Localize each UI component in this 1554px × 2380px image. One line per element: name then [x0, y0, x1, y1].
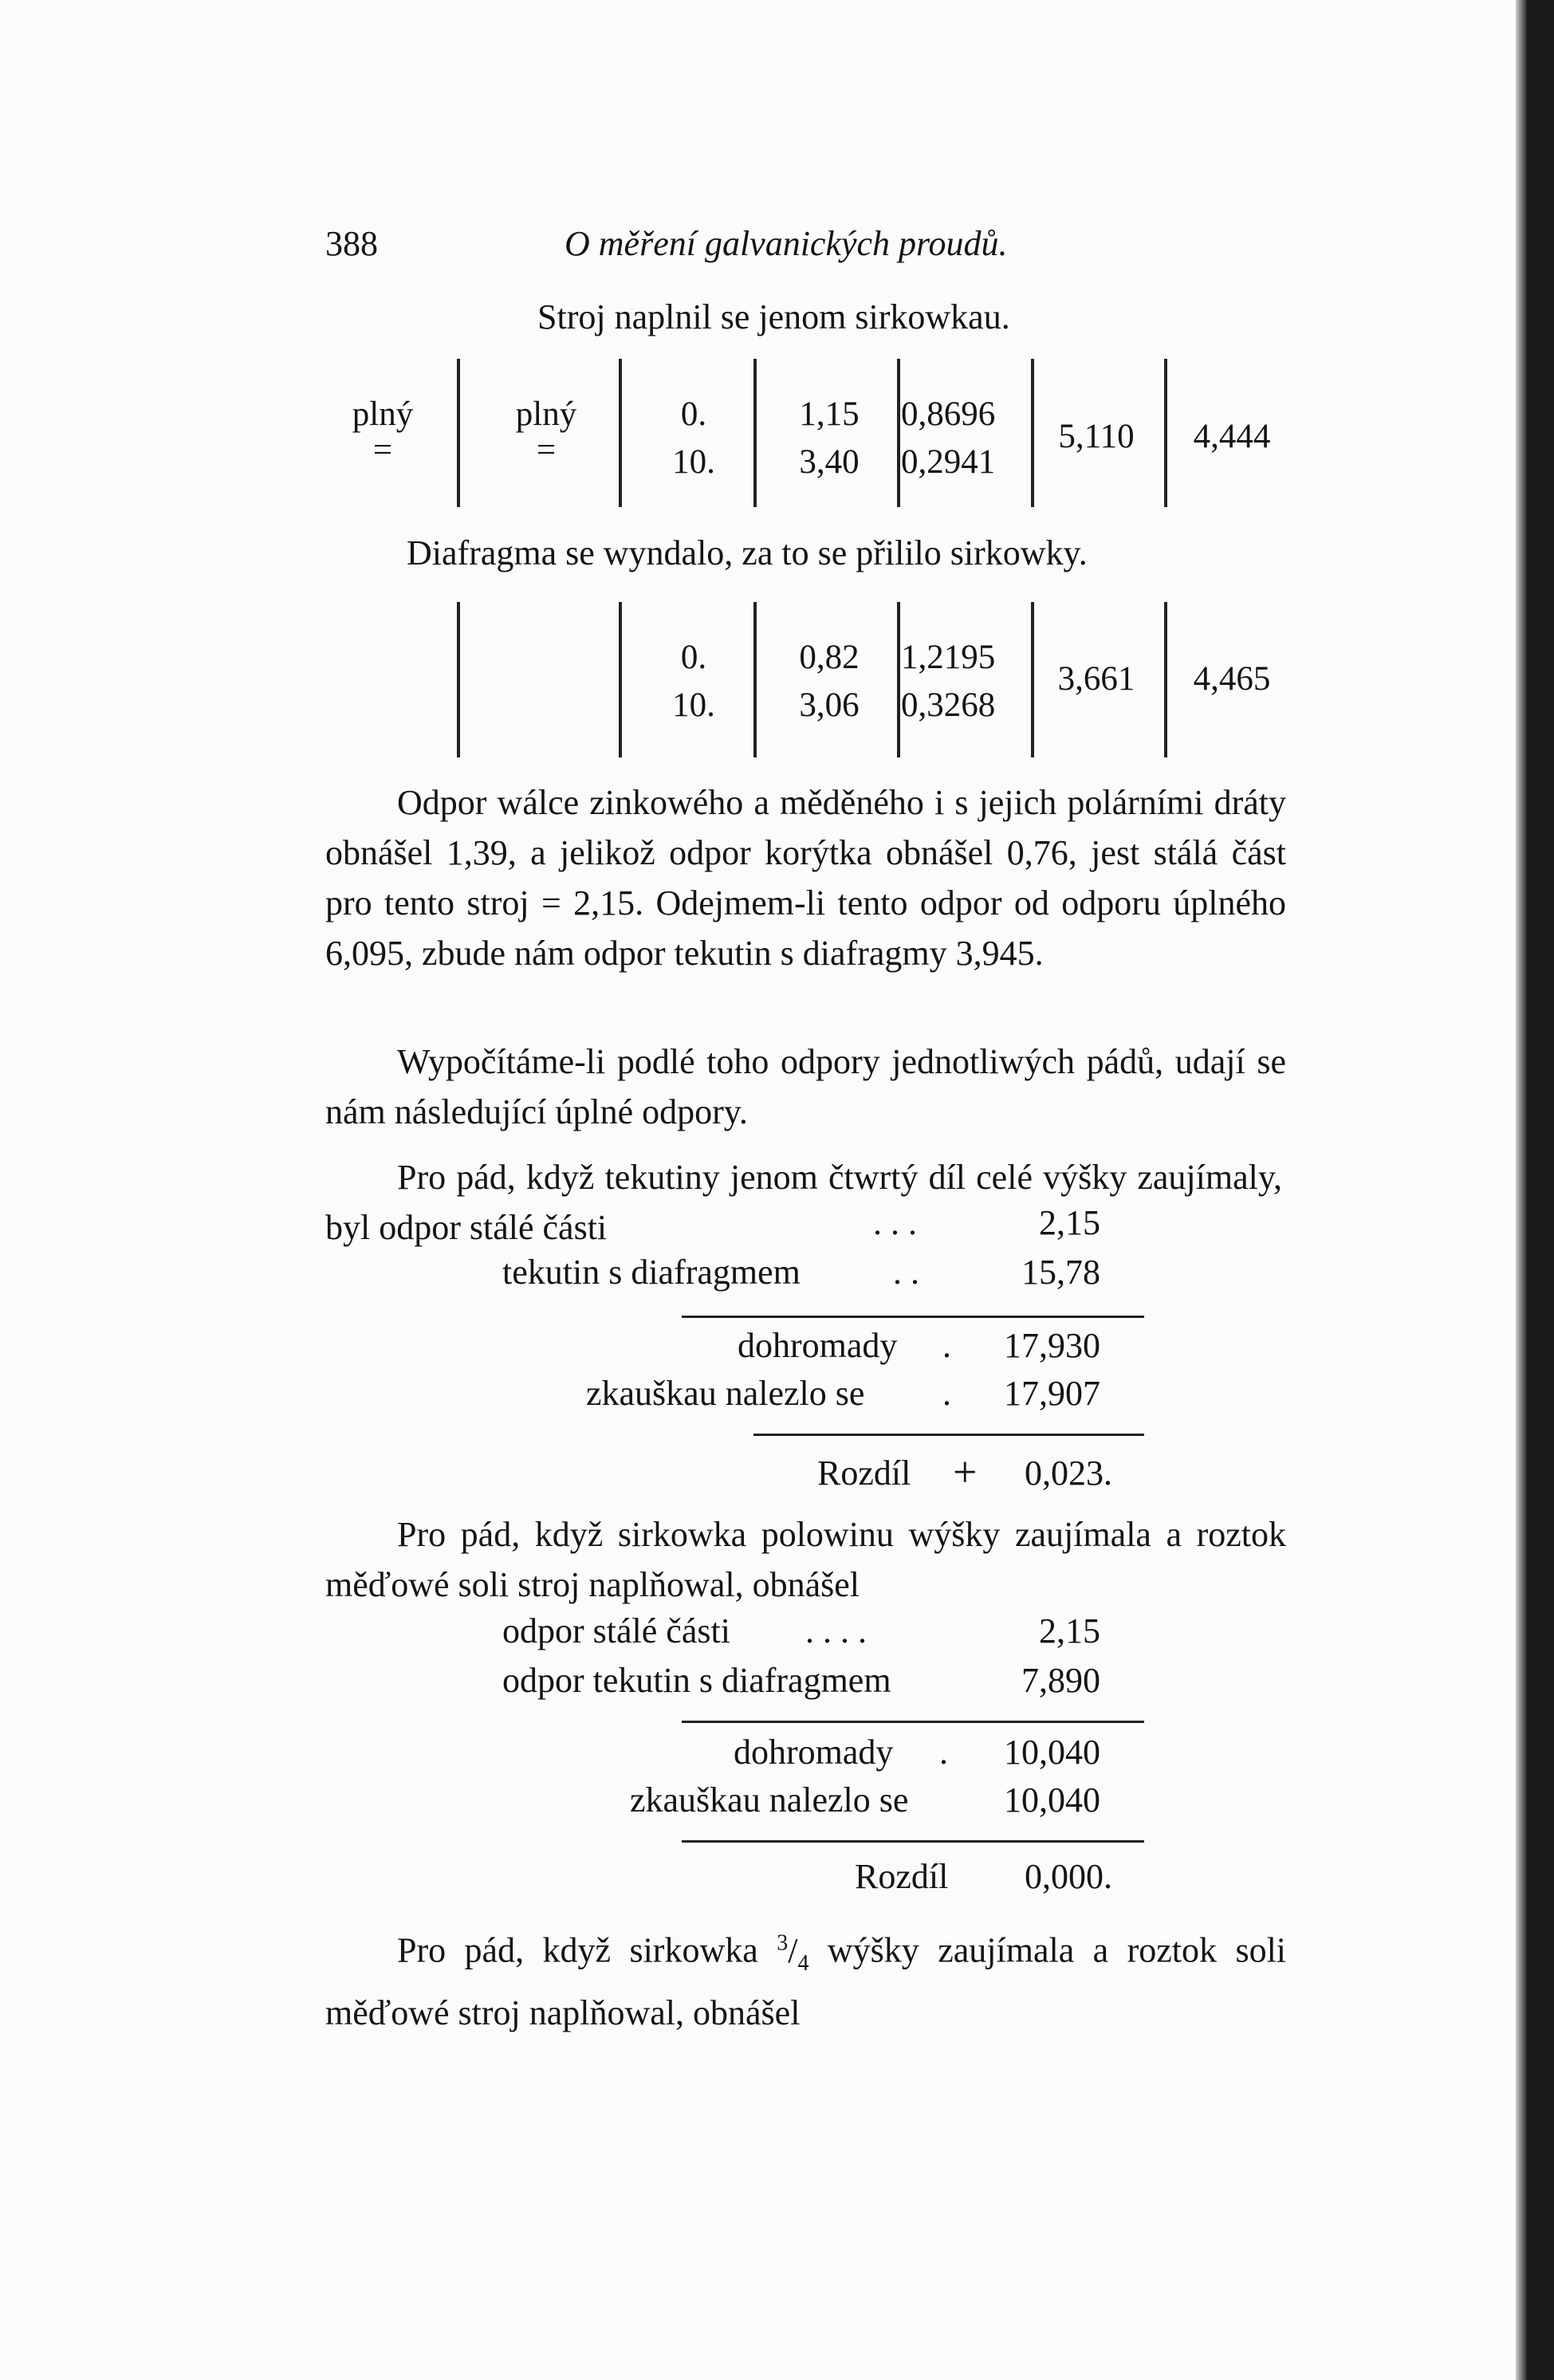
calc2-row5-value: 0,000. [1025, 1857, 1112, 1896]
table1-divider-2 [619, 359, 622, 507]
table2-col3: 0. 10. [672, 639, 715, 724]
table1-col1: plný = [352, 395, 414, 469]
table1-caption: Stroj naplnil se jenom sirkowkau. [537, 297, 1010, 336]
table1-col5: 0,8696 0,2941 [901, 395, 996, 481]
table2-divider-1 [457, 602, 460, 757]
calc2-row2-value: 7,890 [1021, 1661, 1100, 1700]
table2-divider-5 [1031, 602, 1034, 757]
paragraph-3: Pro pád, když tekutiny jenom čtwrtý díl celé výšky zaujímaly, byl odpor stálé části [325, 1158, 1282, 1247]
calc2-row3-label: dohromady [734, 1733, 894, 1772]
calc2-rule-2 [682, 1840, 1144, 1843]
running-title: O měření galvanických proudů. [565, 224, 1008, 263]
table1-col4: 1,15 3,40 [799, 395, 860, 481]
calc2-rule-1 [682, 1721, 1144, 1723]
calc2-row4-value: 10,040 [1004, 1780, 1100, 1819]
calc1-row1-dots: . . . [873, 1203, 917, 1242]
table1-col3: 0. 10. [672, 395, 715, 481]
calc1-row1-value: 2,15 [1039, 1203, 1100, 1242]
table1-col7: 4,444 [1193, 418, 1271, 455]
calc2-row3-value: 10,040 [1004, 1733, 1100, 1772]
calc1-row5-label: Rozdíl [817, 1454, 911, 1493]
table1-divider-6 [1164, 359, 1167, 507]
table2-divider-6 [1164, 602, 1167, 757]
calc1-row2-dots: . . [893, 1253, 919, 1292]
calc1-row2-label: tekutin s diafragmem [502, 1253, 801, 1292]
calc1-row3-dots: . [942, 1326, 951, 1365]
table2-col4: 0,82 3,06 [799, 639, 860, 724]
calc1-row4-value: 17,907 [1004, 1374, 1100, 1413]
table1-divider-1 [457, 359, 460, 507]
calc1-row5-sign: + [953, 1448, 978, 1496]
table1-divider-5 [1031, 359, 1034, 507]
paragraph-1: Odpor wálce zinkowého a měděného i s jejich polárními dráty obnášel 1,39, a jelikož odpor korýtka obnášel 0,76, jest stálá část pro tento stroj = 2,15. Odejmem-li tento odpor od odporu úplného 6,095, zbude nám odpor tekutin s diafragmy 3,945. [325, 783, 1286, 973]
paragraph-4: Pro pád, když sirkowka polowinu wýšky zaujímala a roztok měďowé soli stroj naplňowal, obnášel [325, 1515, 1286, 1604]
table2-col5: 1,2195 0,3268 [901, 639, 996, 724]
calc2-row3-dots: . [939, 1733, 948, 1772]
calc2-row1-label: odpor stálé části [502, 1611, 730, 1650]
calc1-row4-dots: . [942, 1374, 951, 1413]
table2-divider-3 [753, 602, 757, 757]
paragraph-5-suffix: wýšky zaujímala a roztok soli měďowé stroj naplňowal, obnášel [325, 1930, 1287, 2033]
paragraph-5-prefix: Pro pád, když sirkowka [397, 1930, 758, 1970]
calc1-row2-value: 15,78 [1021, 1253, 1100, 1292]
calc2-row4-label: zkauškau nalezlo se [630, 1780, 909, 1819]
calc2-row1-value: 2,15 [1039, 1611, 1100, 1650]
paragraph-5 [325, 1918, 1286, 2038]
calc1-row3-value: 17,930 [1004, 1326, 1100, 1365]
calc1-row5-value: 0,023. [1025, 1454, 1112, 1493]
page-number: 388 [325, 224, 378, 263]
table1-divider-4 [897, 359, 900, 507]
table2-col6: 3,661 [1057, 660, 1135, 698]
table2-col7: 4,465 [1193, 660, 1271, 698]
calc1-row3-label: dohromady [738, 1326, 898, 1365]
fraction-three-quarters: $^3/_4$ [777, 1930, 809, 1976]
calc1-rule-1 [682, 1316, 1144, 1318]
calc1-rule-2 [753, 1434, 1144, 1436]
calc1-row4-label: zkauškau nalezlo se [586, 1374, 865, 1413]
calc2-row1-dots: . . . . [805, 1611, 867, 1650]
calc2-row5-label: Rozdíl [855, 1857, 949, 1896]
table1-col2: plný = [515, 395, 577, 469]
paragraph-2: Wypočítáme-li podlé toho odpory jednotliwých pádů, udají se nám následující úplné odpory. [325, 1042, 1286, 1131]
calc2-row2-label: odpor tekutin s diafragmem [502, 1661, 891, 1700]
table2-divider-2 [619, 602, 622, 757]
table2-divider-4 [897, 602, 900, 757]
table1-divider-3 [753, 359, 757, 507]
table1-col6: 5,110 [1058, 418, 1135, 455]
table2-caption: Diafragma se wyndalo, za to se přililo sirkowky. [407, 533, 1088, 572]
